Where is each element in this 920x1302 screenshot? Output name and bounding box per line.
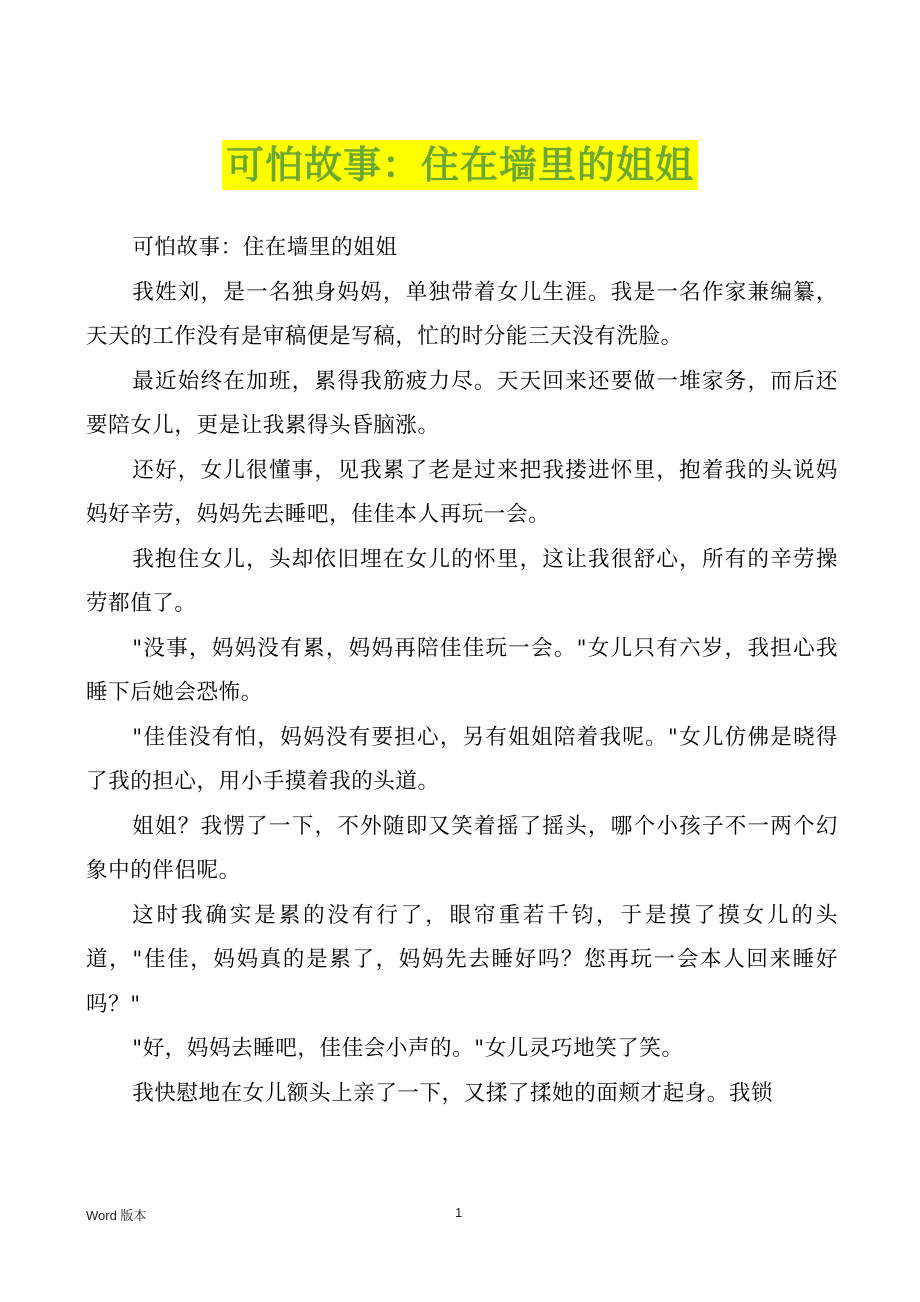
paragraph: "佳佳没有怕，妈妈没有要担心，另有姐姐陪着我呢。"女儿仿佛是晓得了我的担心，用小手摸着我的头道。: [86, 724, 838, 794]
paragraph: 最近始终在加班，累得我筋疲力尽。天天回来还要做一堆家务，而后还要陪女儿，更是让我累得头昏脑涨。: [86, 368, 838, 438]
footer-label: Word 版本: [86, 1208, 147, 1223]
page-number: 1: [455, 1205, 463, 1220]
paragraph: 还好，女儿很懂事，见我累了老是过来把我搂进怀里，抱着我的头说妈妈好辛劳，妈妈先去睡吧，佳佳本人再玩一会。: [86, 457, 838, 527]
paragraph: "好，妈妈去睡吧，佳佳会小声的。"女儿灵巧地笑了笑。: [132, 1036, 684, 1061]
paragraph: 这时我确实是累的没有行了，眼帘重若千钧，于是摸了摸女儿的头道，"佳佳，妈妈真的是累了，妈妈先去睡好吗？您再玩一会本人回来睡好吗？": [86, 902, 838, 1017]
paragraph: 姐姐？我愣了一下，不外随即又笑着摇了摇头，哪个小孩子不一两个幻象中的伴侣呢。: [86, 813, 838, 883]
title-container: [0, 140, 920, 190]
document-body: [86, 226, 838, 1116]
paragraph: 我抱住女儿，头却依旧埋在女儿的怀里，这让我很舒心，所有的辛劳操劳都值了。: [86, 546, 838, 616]
paragraph: 我姓刘，是一名独身妈妈，单独带着女儿生涯。我是一名作家兼编纂，天天的工作没有是审稿便是写稿，忙的时分能三天没有洗脸。: [86, 279, 838, 349]
paragraph: 可怕故事：住在墙里的姐姐: [132, 235, 398, 260]
paragraph: 我快慰地在女儿额头上亲了一下，又揉了揉她的面颊才起身。我锁: [132, 1080, 774, 1106]
document-title: 可怕故事：住在墙里的姐姐: [222, 140, 698, 190]
paragraph: "没事，妈妈没有累，妈妈再陪佳佳玩一会。"女儿只有六岁，我担心我睡下后她会恐怖。: [86, 635, 838, 705]
